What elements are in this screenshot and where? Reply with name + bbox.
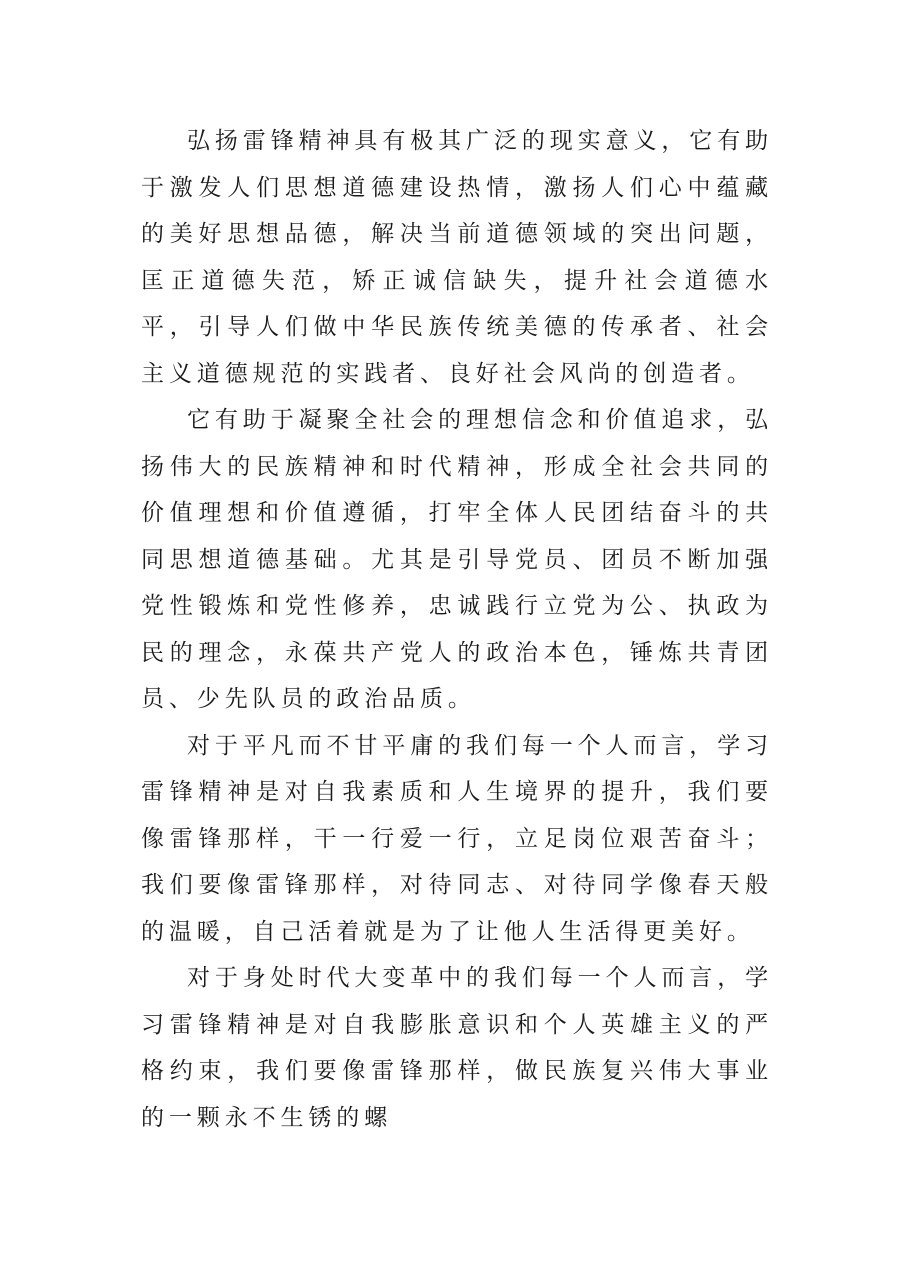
paragraph-3: 对于平凡而不甘平庸的我们每一个人而言，学习雷锋精神是对自我素质和人生境界的提升，我们要像雷锋那样，干一行爱一行，立足岗位艰苦奋斗；我们要像雷锋那样，对待同志、对待同学像春天般的温暖，自己活着就是为了让他人生活得更美好。 bbox=[141, 732, 773, 945]
paragraph-4: 对于身处时代大变革中的我们每一个人而言，学习雷锋精神是对自我膨胀意识和个人英雄主义的严格约束，我们要像雷锋那样，做民族复兴伟大事业的一颗永不生锈的螺 bbox=[141, 965, 773, 1131]
paragraph-1: 弘扬雷锋精神具有极其广泛的现实意义，它有助于激发人们思想道德建设热情，激扬人们心中蕴藏的美好思想品德，解决当前道德领域的突出问题，匡正道德失范，矫正诚信缺失，提升社会道德水平，引导人们做中华民族传统美德的传承者、社会主义道德规范的实践者、良好社会风尚的创造者。 bbox=[141, 128, 773, 387]
document-body bbox=[141, 118, 773, 1141]
paragraph-2: 它有助于凝聚全社会的理想信念和价值追求，弘扬伟大的民族精神和时代精神，形成全社会共同的价值理想和价值遵循，打牢全体人民团结奋斗的共同思想道德基础。尤其是引导党员、团员不断加强党性锻炼和党性修养，忠诚践行立党为公、执政为民的理念，永葆共产党人的政治本色，锤炼共青团员、少先队员的政治品质。 bbox=[141, 407, 773, 712]
